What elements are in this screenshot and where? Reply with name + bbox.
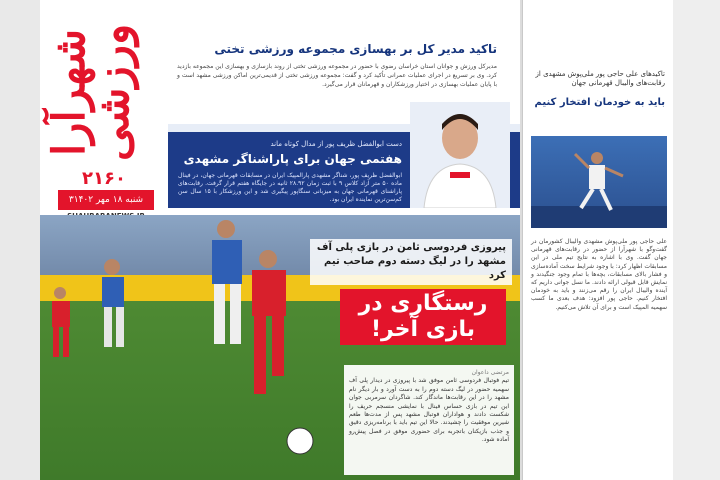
- side-story-body: علی حاجی پور ملی‌پوش مشهدی والیبال کشورمان در گفت‌وگو با شهرآرا از حضور در رقابت‌های قهرمانی جهان گفت. وی با اشاره به نتایج تیم ملی در این مسابقات اظهار کرد: با وجود شرایط سخت آماده‌سازی و فشار بالای مسابقات، بچه‌ها با تمام وجود جنگیدند و نمایش قابل قبولی ارائه دادند. ما نسل جوانی داریم که آینده والیبال ایران را رقم می‌زنند و باید به خودمان افتخار کنیم. حاجی پور افزود: هدف بعدی ما کسب سهمیه المپیک است و برای آن تلاش می‌کنیم.: [531, 238, 667, 311]
- player-blue-2: [212, 220, 242, 344]
- swimmer-portrait: [410, 102, 510, 208]
- background-left: [0, 0, 40, 480]
- issue-date: [58, 190, 154, 210]
- main-story-byline: مرتضی داعوان: [471, 369, 509, 376]
- right-column: [522, 0, 673, 480]
- background-right: [672, 0, 720, 480]
- issue-date-text: ۱۸ مهر ۱۴۰۲: [73, 195, 123, 205]
- player-red-left: [52, 287, 70, 357]
- volleyball-player-illustration: [531, 136, 667, 228]
- top-story-body: مدیرکل ورزش و جوانان استان خراسان رضوی با حضور در مجموعه ورزشی تختی از روند بازسازی و بهسازی این مجموعه بازدید کرد. وی بر تسریع در اجرای عملیات عمرانی تأکید کرد و گفت: مجموعه ورزشی تختی از قدیمی‌ترین اماکن ورزشی مشهد است و با پایان عملیات بهسازی در اختیار ورزشکاران و قهرمانان قرار می‌گیرد.: [177, 63, 497, 88]
- volleyball-photo: [531, 136, 667, 228]
- newspaper-logo: شهرآرا ورزشی: [44, 23, 139, 161]
- sub-story-kicker: دست ابوالفضل ظریف پور از مدال کوتاه ماند: [270, 140, 402, 148]
- sub-story-body: ابوالفضل ظریف پور، شناگر مشهدی پارالمپیک ایران در مسابقات قهرمانی جهان، در فینال ماده ۵۰ متر آزاد کلاس ۹ با ثبت زمان ۲۸.۹۲ ثانیه در جایگاه هفتم قرار گرفت. رقابت‌های پاراشنای قهرمانی جهان به میزبانی سنگاپور پیگیری شد و این ورزشکار با ۱۵ سال سن کم‌سن‌ترین نماینده ایران بود.: [178, 172, 403, 203]
- main-story-kicker: پیروزی فردوسی ثامن در بازی پلی آف مشهد را در لیگ دسته دوم صاحب تیم کرد: [310, 239, 512, 285]
- football: [287, 428, 313, 454]
- issue-number: ۲۱۶۰: [82, 168, 126, 189]
- player-blue-1: [102, 259, 124, 347]
- side-story-headline[interactable]: باید به خودمان افتخار کنیم: [534, 97, 665, 108]
- main-story-headline[interactable]: رستگاری در بازی آخر!: [340, 289, 506, 345]
- player-red-main: [252, 250, 286, 394]
- side-story-kicker: تاکیدهای علی حاجی پور ملی‌پوش مشهدی از رقابت‌های والیبال قهرمانی جهان: [535, 70, 665, 87]
- top-story-headline[interactable]: تاکید مدیر کل بر بهسازی مجموعه ورزشی تختی: [214, 42, 497, 56]
- main-story-text-box: [344, 365, 514, 475]
- sub-story-headline[interactable]: هفتمی جهان برای پاراشناگر مشهدی: [183, 152, 402, 166]
- newspaper-page: [40, 0, 520, 480]
- main-photo: [40, 215, 520, 480]
- issue-weekday: ۳شنبه: [68, 195, 144, 205]
- main-story-body: تیم فوتبال فردوسی ثامن موفق شد با پیروزی در دیدار پلی آف سهمیه حضور در لیگ دسته دوم را به دست آورد و بار دیگر نام مشهد را در این رقابت‌ها ماندگار کند. شاگردان سرمربی جوان این تیم در بازی حساس فینال با نمایشی منسجم حریف را شکست دادند و هواداران فوتبال مشهد پس از مدت‌ها طعم شیرین موفقیت را چشیدند. حالا این تیم باید با برنامه‌ریزی دقیق و جذب بازیکنان باتجربه برای حضوری موفق در فصل پیش‌رو آماده شود.: [349, 377, 509, 444]
- sub-story: [168, 132, 520, 208]
- masthead: [44, 18, 160, 218]
